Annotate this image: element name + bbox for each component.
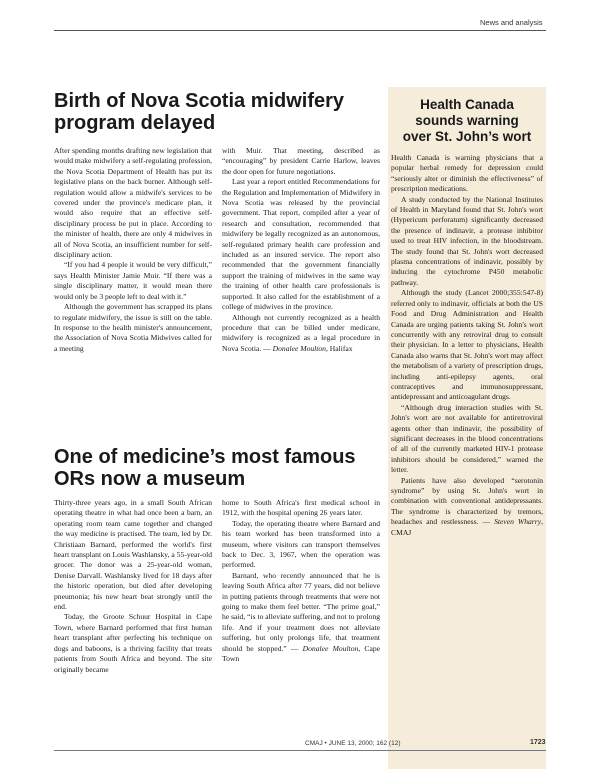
byline: Donalee Moulton bbox=[302, 643, 359, 653]
paragraph: “If you had 4 people it would be very difficult,” says Health Minister Jamie Muir. “If there was a single disciplinary matter, it would mean there would only be 3 people left to deal with it.” bbox=[54, 260, 212, 301]
paragraph: Today, the Groote Schuur Hospital in Cape Town, where Barnard performed that first human heart transplant after perfecting his technique on dogs and baboons, is a thriving facility that treats patients from South Africa and beyond. The site originally became bbox=[54, 612, 212, 674]
article1-title bbox=[54, 90, 384, 135]
paragraph-text: Although not currently recognized as a health procedure that can be billed under medicare, midwifery is recognized as a legal procedure in Nova Scotia. — bbox=[222, 312, 380, 353]
article1-title-line: Birth of Nova Scotia midwifery bbox=[54, 90, 345, 112]
journal-citation: CMAJ • JUNE 13, 2000; 162 (12) bbox=[305, 740, 401, 747]
byline-affiliation: , CMAJ bbox=[391, 517, 543, 537]
sidebar-title bbox=[391, 97, 543, 145]
paragraph-with-byline bbox=[222, 571, 380, 665]
paragraph-text: Patients have also developed “serotonin syndrome” by using St. John's wort in combination with conventional antidepressants. The syndrome is characterized by tremors, headaches and restlessness. — bbox=[391, 475, 543, 527]
article2-column-1 bbox=[54, 498, 212, 675]
paragraph: A study conducted by the National Institutes of Health in Maryland found that St. John's wort (Hypericum perforatum) significantly decreased the presence of indinavir, a protease inhibitor used to treat HIV infection, in the bloodstream. The study found that St. John's wort decreased plasma concentrations of indinavir, possibly by inducing the cytochrome P450 metabolic pathway. bbox=[391, 194, 543, 287]
paragraph: Health Canada is warning physicians that a popular herbal remedy for depression could “seriously alter or diminish the effectiveness” of prescription medications. bbox=[391, 153, 543, 194]
sidebar-title-line: over St. John’s wort bbox=[402, 129, 532, 144]
article1-column-1 bbox=[54, 146, 212, 354]
paragraph-text: Barnard, who recently announced that he is leaving South Africa after 77 years, did not believe in putting patients through treatments that were not going to make them feel better. “The prime goal,” he said, “is to alleviate suffering, and not to prolong life. And if your treatment does not alleviate suffering, but only prolongs life, that treatment should be stopped.” — bbox=[222, 570, 380, 653]
paragraph: Today, the operating theatre where Barnard and his team worked has been transformed into a museum, where visitors can transport themselves back to Dec. 3, 1967, when the operation was performed. bbox=[222, 518, 380, 570]
sidebar-box bbox=[388, 87, 546, 769]
sidebar-title-line: sounds warning bbox=[415, 113, 519, 128]
paragraph-with-byline bbox=[222, 313, 380, 355]
byline-location: , Halifax bbox=[325, 343, 353, 353]
bottom-divider bbox=[54, 750, 546, 751]
sidebar-body bbox=[391, 153, 543, 538]
article2-column-2 bbox=[222, 498, 380, 665]
byline-location: , Cape Town bbox=[222, 643, 380, 664]
article2-title-line: ORs now a museum bbox=[54, 468, 246, 491]
article1-column-2 bbox=[222, 146, 380, 354]
paragraph: with Muir. That meeting, described as “encouraging” by president Carrie Harlow, leaves the door open for future negotiations. bbox=[222, 146, 380, 176]
article1-title-line: program delayed bbox=[54, 112, 216, 135]
paragraph: Thirty-three years ago, in a small South African operating theatre in what had once been a barn, an operating room team came together and changed the way medicine is practised. The team, led by Dr. Christiaan Barnard, performed the world's first heart transplant on Louis Washlansky, a 55-year-old grocer. The donor was a 25-year-old woman, Denise Darvall. Washlansky lived for 18 days after the historic operation, but died after developing pneumonia; his new heart beat strongly until the end. bbox=[54, 498, 212, 612]
byline: Steven Wharry bbox=[494, 517, 542, 527]
paragraph: home to South Africa's first medical school in 1912, with the hospital opening 26 years later. bbox=[222, 498, 380, 518]
article2-title bbox=[54, 446, 384, 491]
section-label: News and analysis bbox=[480, 18, 543, 27]
page-number: 1723 bbox=[530, 739, 546, 746]
paragraph: “Although drug interaction studies with St. John's wort are not available for antiretroviral agents other than indinavir, the possibility of significant decreases in the blood concentrations of all of the currently marketed HIV-1 protease inhibitors should be considered,” warned the letter. bbox=[391, 402, 543, 475]
top-divider bbox=[54, 30, 546, 31]
paragraph-with-byline bbox=[391, 476, 543, 538]
paragraph: Although the government has scrapped its plans to regulate midwifery, the issue is still on the table. In response to the health minister's announcement, the Association of Nova Scotia Midwives called for a meeting bbox=[54, 302, 212, 353]
byline: Donalee Moulton bbox=[272, 343, 326, 353]
paragraph: Although the study (Lancet 2000;355:547-8) referred only to indinavir, officials at both the US Food and Drug Administration and Health Canada are urging patients taking St. John's wort concurrently with any retroviral drug to consult their physician. In a letter to physicians, Health Canada also warns that St. John's wort may affect the metabolism of a variety of prescription drugs, including anti-epilepsy agents, oral contraceptives and immunosuppressant, antidepressant and anticoagulant drugs. bbox=[391, 288, 543, 402]
sidebar-title-line: Health Canada bbox=[420, 97, 514, 112]
paragraph: After spending months drafting new legislation that would make midwifery a self-regulating profession, the Nova Scotia Department of Health has put its legislative plans on the back burner. Although self-regulation would allow a midwife's services to be covered under the province's medicare plan, it would also require that an effective self-disciplinary process be put in place. According to the minister of health, there are only 4 midwives in all of Nova Scotia, an insufficient number for self-disciplinary action. bbox=[54, 146, 212, 260]
article2-title-line: One of medicine’s most famous bbox=[54, 446, 356, 468]
paragraph: Last year a report entitled Recommendations for the Regulation and Implementation of Midwifery in Nova Scotia was released by the provincial government. That report, compiled after a year of research and consultation, recommended that midwifery be legally recognized as an autonomous, self-regulated primary health care profession and included as an insured service. The report also recommended that the government financially support the training of midwives in the same way the training of other health care professionals is supported. It also called for the establishment of a college of midwives in the province. bbox=[222, 177, 380, 312]
